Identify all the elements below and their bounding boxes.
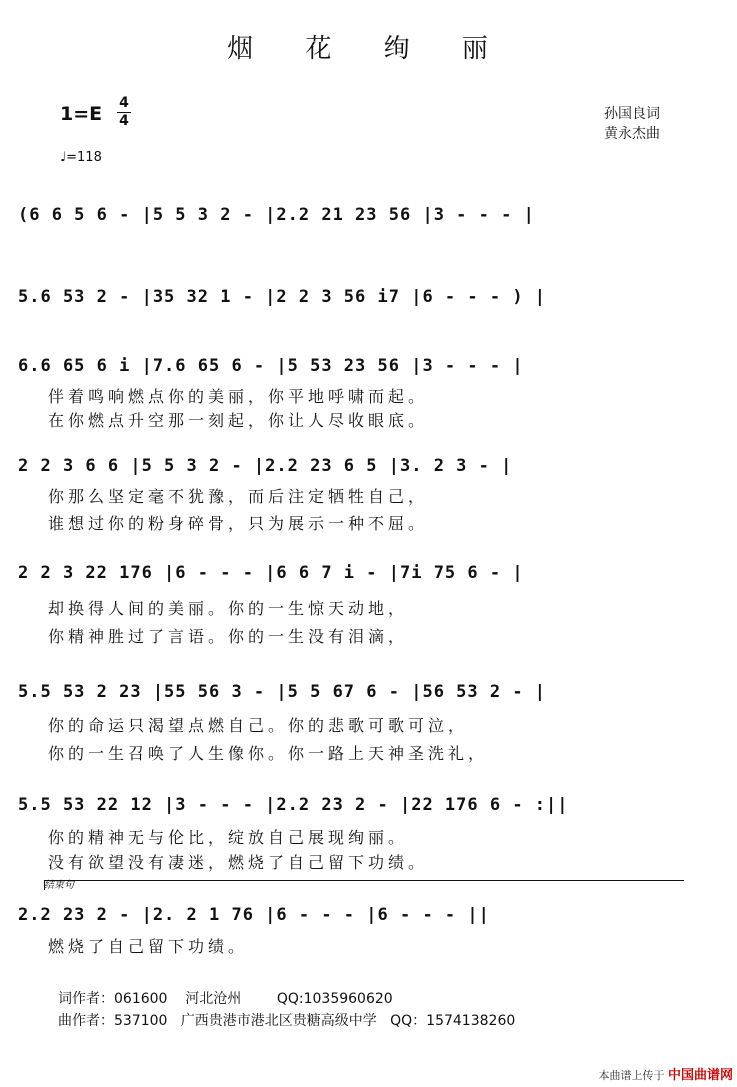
key-signature: 1=E (60, 103, 103, 125)
footer-composer-info: 曲作者：537100 广西贵港市港北区贵糖高级中学 QQ：1574138260 (58, 1013, 516, 1029)
credits (604, 104, 660, 144)
lyric-row-7-verse-1: 你的精神无与伦比，绽放自己展现绚丽。 (48, 828, 409, 847)
notation-row-3: 6.6 65 6 i |7.6 65 6 - |5 53 23 56 |3 - - - | (18, 356, 524, 376)
lyric-row-7-verse-2: 没有欲望没有凄迷，燃烧了自己留下功绩。 (48, 853, 429, 872)
lyric-row-6-verse-1: 你的命运只渴望点燃自己。你的悲歌可歌可泣， (48, 716, 469, 735)
composer: 黄永杰曲 (604, 126, 660, 142)
lyric-row-3-verse-1: 伴着鸣响燃点你的美丽，你平地呼啸而起。 (48, 387, 429, 406)
site-logo: 中国曲谱网 (667, 1068, 733, 1083)
time-signature (117, 96, 131, 129)
time-sig-top: 4 (119, 95, 129, 111)
lyric-row-4-verse-1: 你那么坚定毫不犹豫，而后注定牺牲自己， (48, 487, 429, 506)
lyric-row-8-verse-1: 燃烧了自己留下功绩。 (48, 937, 249, 956)
notation-row-4: 2 2 3 6 6 |5 5 3 2 - |2.2 23 6 5 |3. 2 3 - | (18, 456, 513, 476)
notation-row-8: 2.2 23 2 - |2. 2 1 76 |6 - - - |6 - - - || (18, 905, 490, 925)
lyric-row-5-verse-2: 你精神胜过了言语。你的一生没有泪滴， (48, 627, 409, 646)
notation-row-6: 5.5 53 2 23 |55 56 3 - |5 5 67 6 - |56 53 2 - | (18, 682, 547, 702)
lyric-row-4-verse-2: 谁想过你的粉身碎骨，只为展示一种不屈。 (48, 514, 429, 533)
notation-row-1: (6 6 5 6 - |5 5 3 2 - |2.2 21 23 56 |3 - - - | (18, 205, 535, 225)
upload-credit (598, 1064, 733, 1083)
lyric-row-6-verse-2: 你的一生召唤了人生像你。你一路上天神圣洗礼， (48, 744, 489, 763)
upload-text: 本曲谱上传于 (598, 1069, 665, 1082)
lyric-row-5-verse-1: 却换得人间的美丽。你的一生惊天动地， (48, 599, 409, 618)
ending-bracket-line (44, 880, 684, 881)
ending-label: 结束句 (44, 880, 74, 891)
footer-lyricist-info: 词作者：061600 河北沧州 QQ:1035960620 (58, 991, 393, 1007)
lyric-row-3-verse-2: 在你燃点升空那一刻起，你让人尽收眼底。 (48, 411, 429, 430)
notation-row-7: 5.5 53 22 12 |3 - - - |2.2 23 2 - |22 176 6 - :|| (18, 795, 569, 815)
time-sig-bottom: 4 (119, 113, 129, 129)
page-title: 烟 花 绚 丽 (227, 34, 510, 64)
lyricist: 孙国良词 (604, 106, 660, 122)
notation-row-5: 2 2 3 22 176 |6 - - - |6 6 7 i - |7i 75 6 - | (18, 563, 524, 583)
tempo-marking: ♩=118 (60, 150, 102, 165)
notation-row-2: 5.6 53 2 - |35 32 1 - |2 2 3 56 i7 |6 - - - ) | (18, 287, 547, 307)
